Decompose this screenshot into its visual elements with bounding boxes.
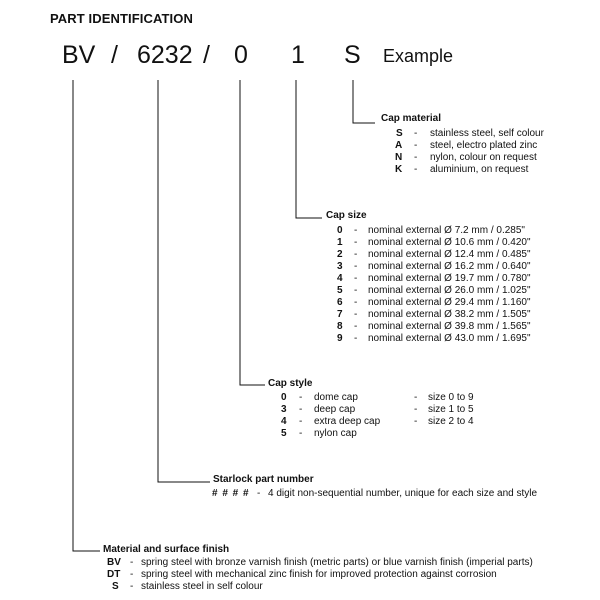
item-description: nominal external Ø 43.0 mm / 1.695" (368, 333, 531, 344)
item-size-range: size 1 to 5 (428, 404, 474, 415)
item-code: 0 (281, 392, 287, 403)
item-dash: - (299, 404, 303, 415)
code-cap-size: 1 (291, 41, 305, 69)
item-code: 6 (337, 297, 343, 308)
list-item (0, 569, 600, 581)
item-dash: - (414, 392, 418, 403)
item-description: dome cap (314, 392, 358, 403)
section-title: Cap size (326, 210, 367, 221)
connector-cap-material (353, 80, 375, 123)
item-dash: - (414, 140, 418, 151)
section-title: Cap material (381, 113, 442, 124)
code-prefix: BV (62, 41, 96, 69)
item-description: deep cap (314, 404, 356, 415)
list-item (0, 404, 600, 416)
item-dash: - (414, 152, 418, 163)
list-item (0, 321, 600, 333)
item-size-range: size 2 to 4 (428, 416, 474, 427)
item-code: N (395, 152, 403, 163)
list-item (0, 581, 600, 593)
item-code: 2 (337, 249, 343, 260)
item-dash: - (354, 237, 358, 248)
item-dash: - (354, 309, 358, 320)
list-item (0, 416, 600, 428)
list-item (0, 249, 600, 261)
list-item (0, 164, 600, 176)
item-dash: - (130, 581, 134, 592)
item-description: 4 digit non-sequential number, unique for each size and style (268, 488, 538, 499)
item-code: 9 (337, 333, 343, 344)
item-size-range: size 0 to 9 (428, 392, 474, 403)
item-description: spring steel with bronze varnish finish (metric parts) or blue varnish finish (imperial parts) (141, 557, 533, 568)
list-item (0, 128, 600, 140)
item-code: BV (107, 557, 121, 568)
list-item (0, 488, 600, 500)
item-dash: - (130, 569, 134, 580)
list-item (0, 309, 600, 321)
list-item (0, 297, 600, 309)
item-dash: - (299, 428, 303, 439)
list-item (0, 152, 600, 164)
item-description: spring steel with mechanical zinc finish for improved protection against corrosion (141, 569, 497, 580)
list-item (0, 392, 600, 404)
code-part-number: 6232 (137, 41, 193, 69)
section-title: Starlock part number (213, 474, 314, 485)
item-description: steel, electro plated zinc (430, 140, 538, 151)
item-code: 4 (337, 273, 343, 284)
item-dash: - (299, 392, 303, 403)
item-dash: - (354, 273, 358, 284)
item-description: stainless steel, self colour (430, 128, 544, 139)
item-dash: - (299, 416, 303, 427)
item-dash: - (414, 128, 418, 139)
item-description: nylon cap (314, 428, 357, 439)
item-code: S (112, 581, 119, 592)
item-code: # # # # (212, 488, 250, 499)
item-description: nominal external Ø 19.7 mm / 0.780" (368, 273, 531, 284)
code-cap-style: 0 (234, 41, 248, 69)
item-description: aluminium, on request (430, 164, 529, 175)
item-dash: - (354, 297, 358, 308)
item-description: nominal external Ø 10.6 mm / 0.420" (368, 237, 531, 248)
item-dash: - (354, 333, 358, 344)
item-description: nominal external Ø 39.8 mm / 1.565" (368, 321, 531, 332)
list-item (0, 273, 600, 285)
item-description: extra deep cap (314, 416, 381, 427)
item-code: 1 (337, 237, 343, 248)
list-item (0, 140, 600, 152)
code-separator: / (203, 41, 210, 69)
item-code: K (395, 164, 403, 175)
item-code: 0 (337, 225, 343, 236)
item-dash: - (414, 164, 418, 175)
item-dash: - (354, 261, 358, 272)
item-dash: - (257, 488, 261, 499)
section-title: Cap style (268, 378, 313, 389)
item-description: nominal external Ø 12.4 mm / 0.485" (368, 249, 531, 260)
list-item (0, 225, 600, 237)
list-item (0, 261, 600, 273)
code-cap-material: S (344, 41, 361, 69)
item-dash: - (354, 225, 358, 236)
item-description: nominal external Ø 38.2 mm / 1.505" (368, 309, 531, 320)
section-title: Material and surface finish (103, 544, 230, 555)
item-description: nominal external Ø 16.2 mm / 0.640" (368, 261, 531, 272)
item-dash: - (414, 404, 418, 415)
item-code: 3 (337, 261, 343, 272)
item-code: 8 (337, 321, 343, 332)
list-item (0, 557, 600, 569)
code-separator: / (111, 41, 118, 69)
item-code: 3 (281, 404, 287, 415)
list-item (0, 428, 600, 440)
example-label: Example (383, 46, 454, 66)
item-description: stainless steel in self colour (141, 581, 263, 592)
item-dash: - (354, 249, 358, 260)
item-code: A (395, 140, 403, 151)
item-dash: - (414, 416, 418, 427)
item-description: nominal external Ø 7.2 mm / 0.285" (368, 225, 525, 236)
item-dash: - (130, 557, 134, 568)
item-code: 4 (281, 416, 287, 427)
list-item (0, 333, 600, 345)
item-code: 5 (281, 428, 287, 439)
item-dash: - (354, 285, 358, 296)
item-code: DT (107, 569, 121, 580)
item-code: S (396, 128, 403, 139)
item-code: 5 (337, 285, 343, 296)
list-item (0, 237, 600, 249)
item-dash: - (354, 321, 358, 332)
page-title: PART IDENTIFICATION (50, 11, 193, 26)
item-description: nylon, colour on request (430, 152, 537, 163)
item-description: nominal external Ø 26.0 mm / 1.025" (368, 285, 531, 296)
item-code: 7 (337, 309, 343, 320)
list-item (0, 285, 600, 297)
item-description: nominal external Ø 29.4 mm / 1.160" (368, 297, 531, 308)
